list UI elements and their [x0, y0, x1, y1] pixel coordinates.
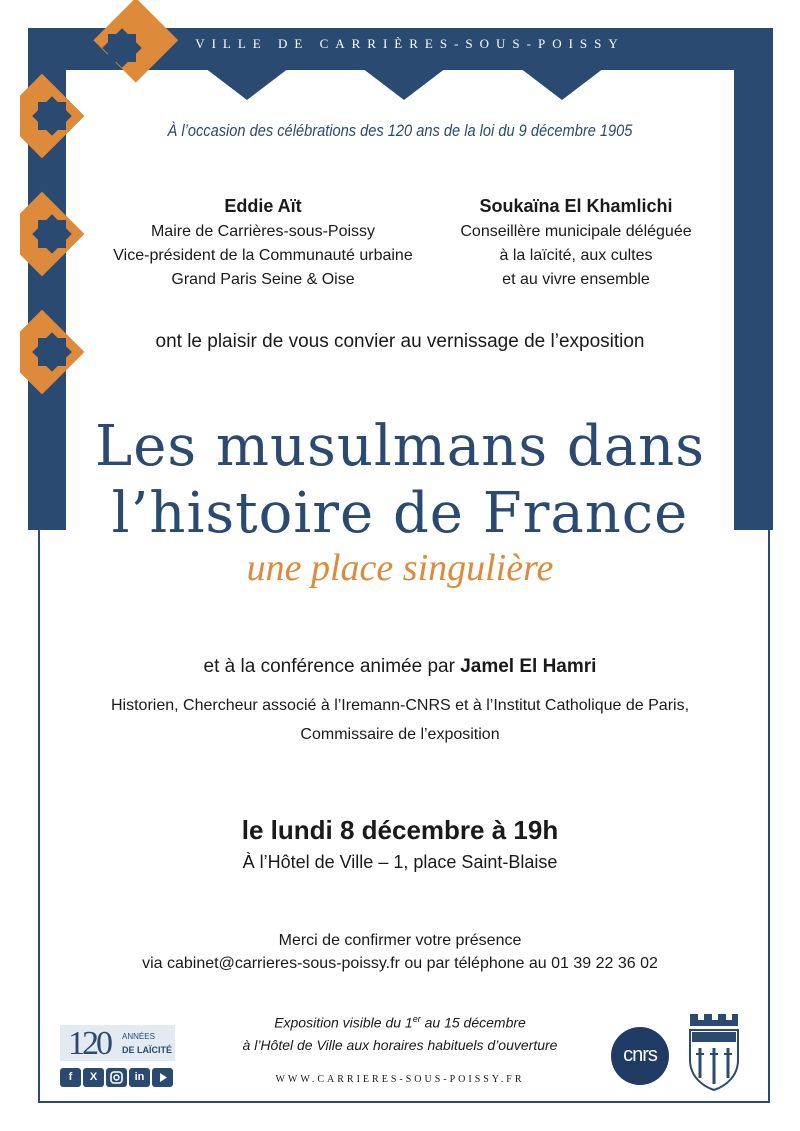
- host-role-line: Conseillère municipale déléguée: [460, 223, 692, 240]
- exhibition-title-line1: Les musulmans dans: [95, 414, 705, 479]
- event-place: À l’Hôtel de Ville – 1, place Saint-Blaise: [242, 852, 558, 872]
- event-date: le lundi 8 décembre à 19h: [241, 815, 559, 845]
- diamond-ornament: [20, 192, 84, 277]
- host-role-line: et au vivre ensemble: [502, 271, 650, 288]
- ordinal-sup: er: [412, 1014, 421, 1024]
- city-coat-of-arms: [686, 1010, 742, 1092]
- frame-notch: [520, 68, 604, 100]
- host-role-line: Grand Paris Seine & Oise: [171, 271, 355, 288]
- exhibition-hours-line: à l’Hôtel de Ville aux horaires habituels d’ouverture: [242, 1036, 558, 1053]
- speaker-credentials-line: Commissaire de l’exposition: [300, 726, 500, 743]
- city-header: VILLE DE CARRIÈRES-SOUS-POISSY: [195, 36, 625, 51]
- speaker-name: Jamel El Hamri: [460, 656, 597, 677]
- occasion-line: À l’occasion des célébrations des 120 ans de la loi du 9 décembre 1905: [167, 121, 633, 140]
- rsvp-block: [0, 929, 800, 975]
- exhibition-dates-text: au 15 décembre: [420, 1014, 526, 1031]
- cnrs-logo: cnrs: [611, 1027, 669, 1085]
- host-role-line: Maire de Carrières-sous-Poissy: [150, 223, 376, 240]
- conference-intro: et à la conférence animée par: [203, 656, 461, 677]
- conference-line: [0, 656, 800, 678]
- linkedin-icon[interactable]: in: [129, 1068, 150, 1087]
- diamond-ornament: [20, 74, 84, 159]
- speaker-credentials: [0, 691, 800, 749]
- website-url[interactable]: WWW.CARRIERES-SOUS-POISSY.FR: [275, 1074, 525, 1085]
- exhibition-subtitle: une place singulière: [246, 547, 554, 589]
- laicite-logo: [60, 1025, 175, 1061]
- host-role-line: Vice-président de la Communauté urbaine: [113, 247, 413, 264]
- host-name: Soukaïna El Khamlichi: [479, 196, 673, 216]
- x-icon[interactable]: X: [83, 1068, 104, 1087]
- exhibition-title-line2: l’histoire de France: [111, 481, 689, 546]
- rsvp-line: Merci de confirmer votre présence: [278, 932, 522, 949]
- rsvp-contact[interactable]: via cabinet@carrieres-sous-poissy.fr ou par téléphone au 01 39 22 36 02: [142, 955, 658, 972]
- laicite-logo-number: 120: [68, 1025, 110, 1062]
- host-councillor: [421, 194, 731, 292]
- frame-notch: [205, 68, 289, 100]
- facebook-icon[interactable]: f: [60, 1068, 81, 1087]
- host-role-line: à la laïcité, aux cultes: [499, 247, 653, 264]
- laicite-logo-label: DE LAÏCITÉ: [122, 1045, 173, 1055]
- laicite-logo-label: ANNÉES: [122, 1032, 155, 1041]
- exhibition-dates-text: Exposition visible du 1: [274, 1014, 413, 1031]
- speaker-credentials-line: Historien, Chercheur associé à l’Iremann-CNRS et à l’Institut Catholique de Paris,: [110, 697, 690, 714]
- frame-notch: [362, 68, 446, 100]
- host-name: Eddie Aït: [224, 196, 302, 216]
- invitation-line: ont le plaisir de vous convier au vernissage de l’exposition: [155, 331, 645, 352]
- host-mayor: [108, 194, 418, 292]
